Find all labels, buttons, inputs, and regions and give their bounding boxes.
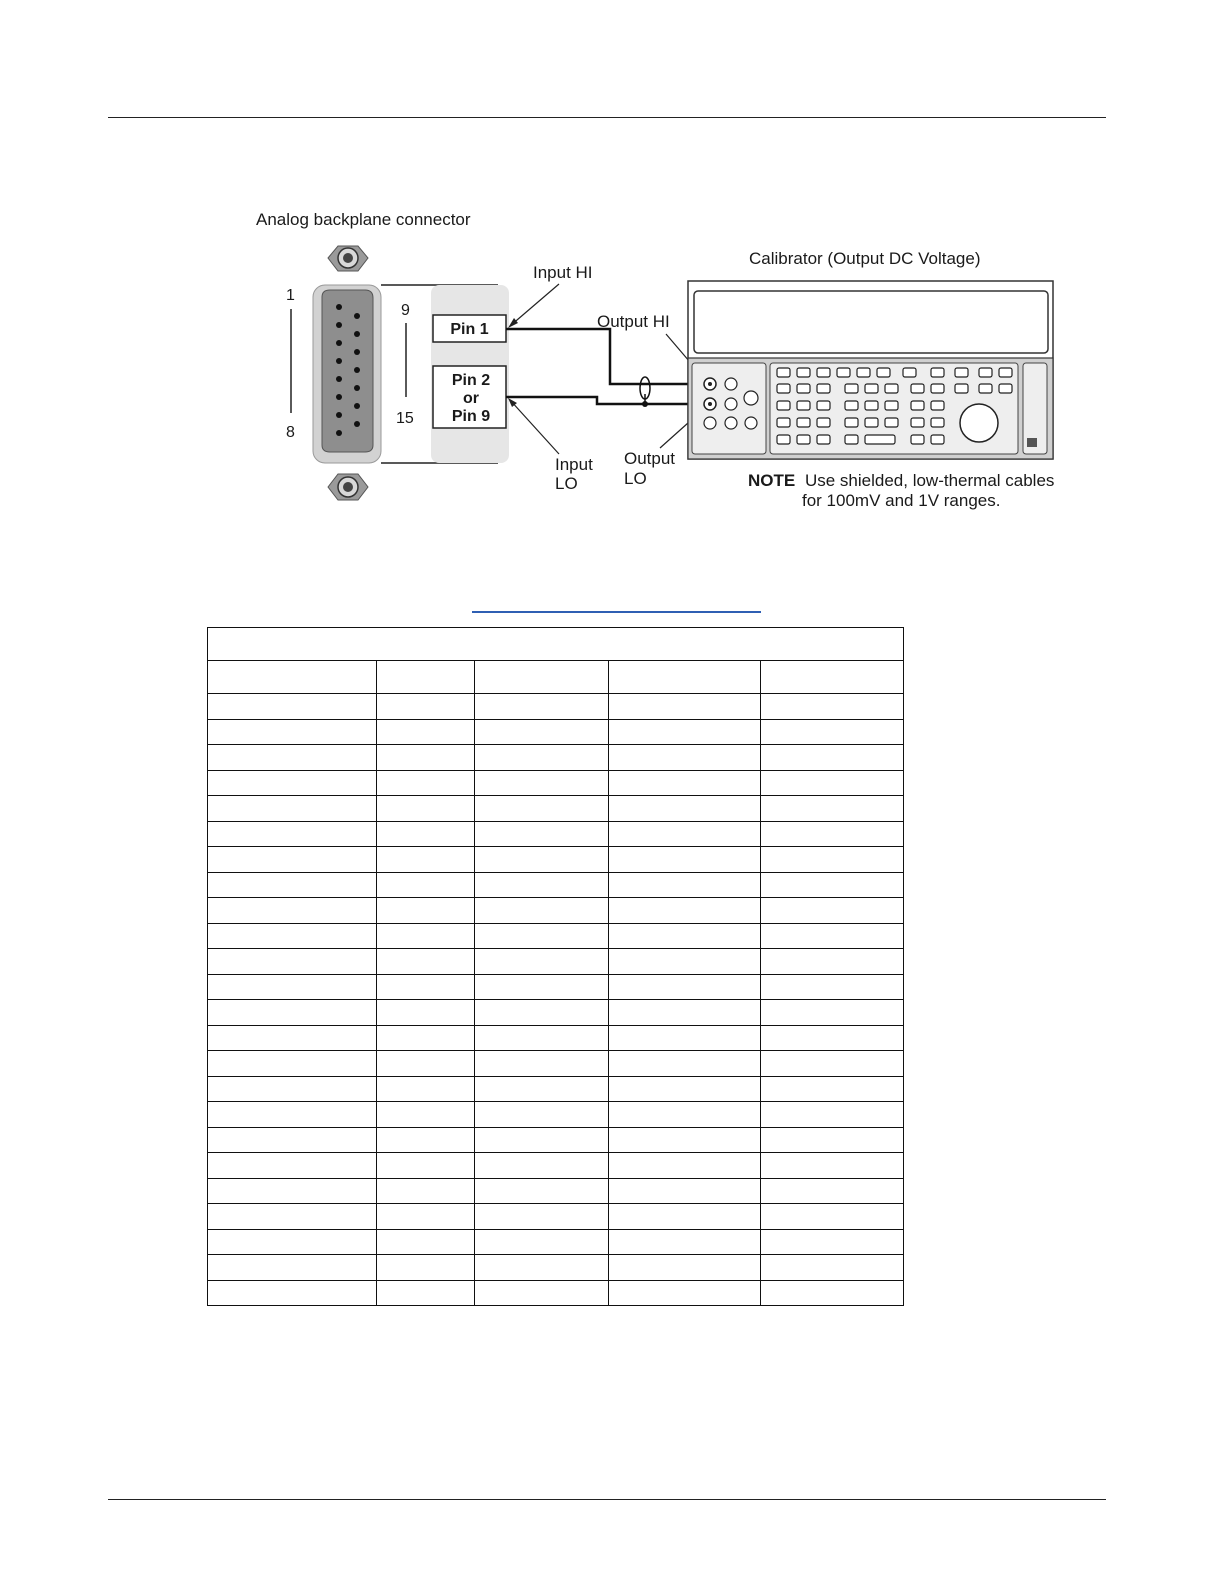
table-cell xyxy=(609,1280,761,1306)
table-cell xyxy=(609,1153,761,1179)
table-row xyxy=(208,1178,904,1204)
jackscrew-top-icon xyxy=(328,246,368,271)
table-cell xyxy=(208,1255,377,1281)
table-cell xyxy=(208,719,377,745)
table-row xyxy=(208,1153,904,1179)
note-text-1: Use shielded, low-thermal cables xyxy=(804,471,1055,490)
table-row xyxy=(208,1127,904,1153)
table-cell xyxy=(208,1127,377,1153)
table-cell xyxy=(609,847,761,873)
table-cell xyxy=(377,1025,475,1051)
column-header xyxy=(609,661,761,694)
table-cell xyxy=(761,1076,904,1102)
connector-title: Analog backplane connector xyxy=(256,210,471,229)
table-row xyxy=(208,1025,904,1051)
table-cell xyxy=(475,1255,609,1281)
table-cell xyxy=(377,745,475,771)
table-cell xyxy=(208,1280,377,1306)
table-cell xyxy=(609,1102,761,1128)
table-cell xyxy=(208,847,377,873)
table-row xyxy=(208,1255,904,1281)
table-title-row xyxy=(208,628,904,661)
table-row xyxy=(208,1229,904,1255)
table-cell xyxy=(475,1025,609,1051)
jackscrew-bottom-icon xyxy=(328,474,368,500)
table-cell xyxy=(475,745,609,771)
table-cell xyxy=(609,1178,761,1204)
calibrator-title: Calibrator (Output DC Voltage) xyxy=(749,249,981,268)
table-row xyxy=(208,796,904,822)
table-cell xyxy=(377,694,475,720)
table-header-row xyxy=(208,661,904,694)
table-cell xyxy=(609,745,761,771)
table-cell xyxy=(208,1076,377,1102)
table-cell xyxy=(609,1255,761,1281)
table-cell xyxy=(609,898,761,924)
table-cell xyxy=(208,872,377,898)
output-lo-label-2: LO xyxy=(624,469,647,488)
table-cell xyxy=(377,872,475,898)
table-cell xyxy=(475,1102,609,1128)
table-cell xyxy=(208,1178,377,1204)
column-header xyxy=(208,661,377,694)
table-cell xyxy=(761,745,904,771)
table-cell xyxy=(609,872,761,898)
table-cell xyxy=(761,1178,904,1204)
input-lo-label: Input xyxy=(555,455,593,474)
table-cell xyxy=(609,1051,761,1077)
table-cell xyxy=(208,821,377,847)
table-cell xyxy=(761,1255,904,1281)
table-cell xyxy=(377,1229,475,1255)
table-row xyxy=(208,1280,904,1306)
column-header xyxy=(761,661,904,694)
table-cell xyxy=(377,974,475,1000)
table-cell xyxy=(377,1000,475,1026)
table-cell xyxy=(377,1051,475,1077)
table-cell xyxy=(475,821,609,847)
table-cell xyxy=(475,1153,609,1179)
table-cell xyxy=(475,1051,609,1077)
table-row xyxy=(208,949,904,975)
table-row xyxy=(208,974,904,1000)
table-cell xyxy=(208,1229,377,1255)
table-cell xyxy=(761,847,904,873)
table-cell xyxy=(208,898,377,924)
table-cell xyxy=(609,1229,761,1255)
table-cell xyxy=(475,1280,609,1306)
output-hi-label: Output HI xyxy=(597,312,670,331)
table-cell xyxy=(208,1204,377,1230)
table-cell xyxy=(208,1153,377,1179)
table-cell xyxy=(377,1204,475,1230)
table-cell xyxy=(609,821,761,847)
table-cell xyxy=(761,694,904,720)
table-cell xyxy=(377,1153,475,1179)
table-row xyxy=(208,898,904,924)
table-cell xyxy=(761,898,904,924)
table-cell xyxy=(609,1204,761,1230)
table-cell xyxy=(761,1025,904,1051)
table-cell xyxy=(761,821,904,847)
input-lo-label-2: LO xyxy=(555,474,578,493)
table-cell xyxy=(377,1102,475,1128)
table-cell xyxy=(475,1076,609,1102)
table-cell xyxy=(208,974,377,1000)
table-cell xyxy=(761,719,904,745)
table-cell xyxy=(609,1000,761,1026)
table-row xyxy=(208,872,904,898)
table-cell xyxy=(609,1025,761,1051)
table-row xyxy=(208,821,904,847)
column-header xyxy=(475,661,609,694)
table-cell xyxy=(377,770,475,796)
table-row xyxy=(208,719,904,745)
table-cell xyxy=(208,1000,377,1026)
table-cell xyxy=(208,796,377,822)
table-cell xyxy=(377,923,475,949)
table-cell xyxy=(377,796,475,822)
table-cell xyxy=(761,872,904,898)
table-cell xyxy=(475,770,609,796)
table-cell xyxy=(761,923,904,949)
table-cell xyxy=(475,847,609,873)
header-rule xyxy=(108,117,1106,118)
table-cell xyxy=(609,694,761,720)
table-cell xyxy=(475,898,609,924)
table-cell xyxy=(761,1127,904,1153)
pin-number-1: 1 xyxy=(286,287,295,304)
table-cell xyxy=(761,1280,904,1306)
table-cell xyxy=(761,1153,904,1179)
input-hi-label: Input HI xyxy=(533,263,593,282)
table-cell xyxy=(761,1000,904,1026)
connection-diagram xyxy=(240,200,1080,520)
calibrator-instrument-icon xyxy=(688,281,1053,459)
table-cell xyxy=(377,898,475,924)
table-row xyxy=(208,694,904,720)
pin2-or-label: or xyxy=(463,390,479,407)
note-line-1 xyxy=(748,471,1054,490)
table-row xyxy=(208,745,904,771)
table-cell xyxy=(208,923,377,949)
table-cell xyxy=(761,1051,904,1077)
table-cell xyxy=(377,1076,475,1102)
table-cell xyxy=(377,1127,475,1153)
table-cell xyxy=(761,949,904,975)
pin-number-8: 8 xyxy=(286,424,295,441)
column-header xyxy=(377,661,475,694)
table-row xyxy=(208,1102,904,1128)
table-cell xyxy=(475,949,609,975)
table-cell xyxy=(475,719,609,745)
table-cell xyxy=(377,1178,475,1204)
table-cell xyxy=(609,974,761,1000)
pin-number-15: 15 xyxy=(396,410,414,427)
table-cell xyxy=(377,1280,475,1306)
wire-lo xyxy=(506,397,706,404)
table-cell xyxy=(475,1204,609,1230)
table-cell xyxy=(475,923,609,949)
table-cell xyxy=(475,1178,609,1204)
table-row xyxy=(208,1000,904,1026)
note-label: NOTE xyxy=(748,471,796,490)
table-cell xyxy=(609,719,761,745)
table-cell xyxy=(761,1229,904,1255)
table-row xyxy=(208,770,904,796)
pin1-label: Pin 1 xyxy=(450,321,489,338)
table-row xyxy=(208,1204,904,1230)
table-cell xyxy=(475,694,609,720)
table-cell xyxy=(475,796,609,822)
table-cell xyxy=(609,796,761,822)
table-cell xyxy=(208,694,377,720)
table-row xyxy=(208,1076,904,1102)
wire-hi xyxy=(506,329,706,384)
table-cell xyxy=(475,1229,609,1255)
table-cell xyxy=(609,770,761,796)
pin9-label: Pin 9 xyxy=(451,408,491,425)
table-cell xyxy=(475,974,609,1000)
table-cell xyxy=(609,923,761,949)
table-title xyxy=(208,628,904,661)
table-cell xyxy=(208,1025,377,1051)
table-cell xyxy=(208,949,377,975)
pin2-label: Pin 2 xyxy=(451,372,491,389)
table-cell xyxy=(208,745,377,771)
table-cell xyxy=(609,1076,761,1102)
table-cell xyxy=(377,949,475,975)
table-cell xyxy=(761,974,904,1000)
footer-rule xyxy=(108,1499,1106,1500)
table-cell xyxy=(377,821,475,847)
table-caption-link[interactable] xyxy=(472,611,761,613)
table-row xyxy=(208,923,904,949)
table-cell xyxy=(475,1000,609,1026)
table-cell xyxy=(377,719,475,745)
output-lo-label: Output xyxy=(624,449,676,468)
table-cell xyxy=(761,770,904,796)
table-cell xyxy=(609,949,761,975)
db15-connector xyxy=(313,285,381,463)
table-cell xyxy=(377,847,475,873)
table-cell xyxy=(475,1127,609,1153)
note-line-2: for 100mV and 1V ranges. xyxy=(802,491,1001,510)
table-cell xyxy=(475,872,609,898)
table-cell xyxy=(609,1127,761,1153)
table-row xyxy=(208,1051,904,1077)
table-cell xyxy=(377,1255,475,1281)
table-cell xyxy=(761,1204,904,1230)
table-cell xyxy=(208,1051,377,1077)
table-cell xyxy=(208,1102,377,1128)
data-table xyxy=(207,627,904,1306)
table-cell xyxy=(761,796,904,822)
pin-number-9: 9 xyxy=(401,302,410,319)
table-cell xyxy=(208,770,377,796)
table-cell xyxy=(761,1102,904,1128)
table-row xyxy=(208,847,904,873)
